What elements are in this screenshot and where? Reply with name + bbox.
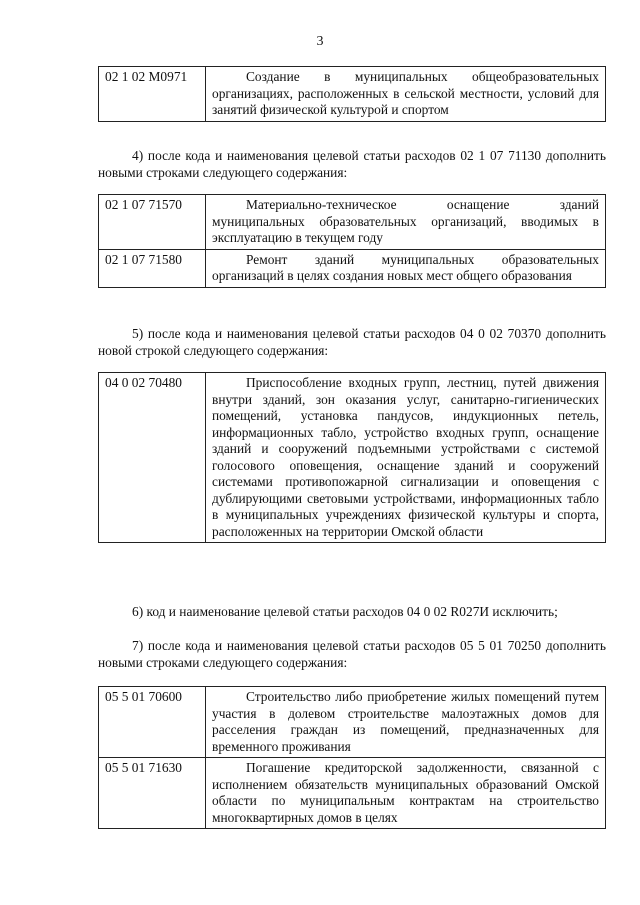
budget-code-table-1 — [98, 66, 606, 122]
paragraph-6: 6) код и наименование целевой статьи расходов 04 0 02 R027И исключить; — [132, 604, 558, 619]
budget-code: 02 1 07 71580 — [99, 249, 206, 287]
budget-code: 05 5 01 71630 — [99, 758, 206, 829]
budget-code-description: Материально-техническое оснащение зданий муниципальных образовательных организаций, вводимых в эксплуатацию в текущем году — [206, 195, 606, 250]
budget-code-table-2 — [98, 194, 606, 288]
budget-code: 02 1 02 M0971 — [99, 67, 206, 122]
budget-code-description: Ремонт зданий муниципальных образовательных организаций в целях создания новых мест общего образования — [206, 249, 606, 287]
table-row — [99, 195, 606, 250]
budget-code: 04 0 02 70480 — [99, 373, 206, 543]
budget-code-table-4 — [98, 686, 606, 829]
budget-code-description: Создание в муниципальных общеобразовательных организациях, расположенных в сельской местности, условий для занятий физической культурой и спортом — [206, 67, 606, 122]
budget-code-description: Погашение кредиторской задолженности, связанной с исполнением обязательств муниципальных образований Омской области по муниципальным контрактам на строительство многоквартирных домов в целях — [206, 758, 606, 829]
table-row — [99, 687, 606, 758]
table-row — [99, 373, 606, 543]
budget-code-description: Приспособление входных групп, лестниц, путей движения внутри зданий, зон оказания услуг, санитарно-гигиенических помещений, установка пандусов, индукционных петель, информационных табло, устройство входных групп, оснащение зданий и сооружений подъемными устройствами с системой голосового оповещения, оснащение зданий и сооружений системами противопожарной сигнализации и оповещения с дублирующими световыми устройствами, информационных табло в муниципальных учреждениях физической культуры и спорта, расположенных на территории Омской области — [206, 373, 606, 543]
paragraph-7: 7) после кода и наименования целевой статьи расходов 05 5 01 70250 дополнить новыми строками следующего содержания: — [98, 638, 606, 670]
budget-code: 05 5 01 70600 — [99, 687, 206, 758]
table-row — [99, 758, 606, 829]
page-number: 3 — [316, 34, 324, 49]
paragraph-5: 5) после кода и наименования целевой статьи расходов 04 0 02 70370 дополнить новой строкой следующего содержания: — [98, 326, 606, 358]
table-row — [99, 67, 606, 122]
budget-code-description: Строительство либо приобретение жилых помещений путем участия в долевом строительстве малоэтажных домов для расселения граждан из помещений, предназначенных для временного проживания — [206, 687, 606, 758]
table-row — [99, 249, 606, 287]
budget-code: 02 1 07 71570 — [99, 195, 206, 250]
paragraph-4: 4) после кода и наименования целевой статьи расходов 02 1 07 71130 дополнить новыми строками следующего содержания: — [98, 148, 606, 180]
budget-code-table-3 — [98, 372, 606, 543]
